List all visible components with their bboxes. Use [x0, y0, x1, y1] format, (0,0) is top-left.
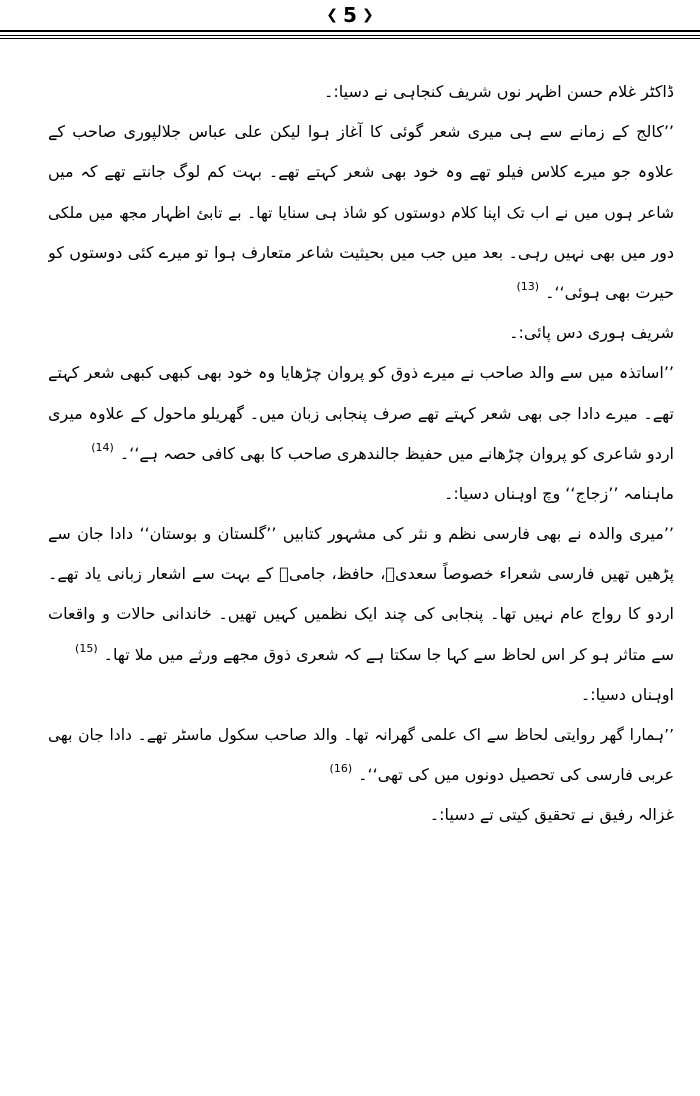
- text-line: دور میں بھی نہیں رہی۔ بعد میں جب میں بحیثیت شاعر متعارف ہوا تو میرے کئی دوستوں کو: [48, 242, 674, 262]
- text-line: اردو شاعری کو پروان چڑھانے میں حفیظ جالندھری صاحب کا بھی کافی حصہ ہے‘‘۔$^{(14)}$: [91, 440, 674, 463]
- text-line: حیرت بھی ہوئی‘‘۔$^{(13)}$: [516, 279, 674, 302]
- text-line: ’’میری والدہ نے بھی فارسی نظم و نثر کی مشہور کتابیں ’’گلستان و بوستان‘‘ دادا جان سے: [48, 524, 674, 544]
- text-line: ’’ہمارا گھر روایتی لحاظ سے اک علمی گھرانہ تھا۔ والد صاحب سکول ماسٹر تھے۔ دادا جان بھی: [48, 726, 674, 744]
- header-rule-thin: [0, 35, 700, 36]
- footnote-marker: (16): [329, 762, 353, 776]
- text-line: پڑھیں تھیں فارسی شعراء خصوصاً سعدیؒ، حافظ، جامیؒ کے بہت سے اشعار زبانی یاد تھے۔: [48, 564, 674, 584]
- page-number: 5: [343, 3, 357, 27]
- header-rule-thin-2: [0, 38, 700, 39]
- header-rule-thick: [0, 30, 700, 32]
- left-ornament-icon: ❮: [326, 7, 339, 23]
- text-line: علاوہ جو میرے کلاس فیلو تھے وہ خود بھی شعر کہتے تھے۔ بہت کم لوگ جانتے تھے کہ میں: [48, 162, 674, 182]
- text-line: ڈاکٹر غلام حسن اظہر نوں شریف کنجاہی نے دسیا:۔: [324, 82, 674, 101]
- text-line: اوہناں دسیا:۔: [580, 684, 674, 704]
- text-line: تھے۔ میرے دادا جی بھی شعر کہتے تھے صرف پنجابی زبان میں۔ گھریلو ماحول کے علاوہ میری: [48, 403, 674, 423]
- text-line: شاعر ہوں میں نے اب تک اپنا کلام دوستوں کو شاذ ہی سنایا تھا۔ بے تابئ اظہار مجھ میں ملکی: [48, 203, 674, 222]
- text-line: عربی فارسی کی تحصیل دونوں میں کی تھی‘‘۔$^{(16)}$: [329, 762, 674, 785]
- document-body: [48, 72, 674, 836]
- right-ornament-icon: ❯: [361, 7, 374, 23]
- text-line: ماہنامہ ’’زجاج‘‘ وچ اوہناں دسیا:۔: [443, 483, 674, 503]
- text-line: سے متاثر ہو کر اس لحاظ سے کہا جا سکتا ہے کہ شعری ذوق مجھے ورثے میں ملا تھا۔$^{(15)}$: [75, 641, 674, 664]
- text-line: شریف ہوری دس پائی:۔: [509, 323, 674, 343]
- text-line: ’’کالج کے زمانے سے ہی میری شعر گوئی کا آغاز ہوا لیکن علی عباس جلالپوری صاحب کے: [48, 122, 674, 142]
- page-header: [0, 0, 700, 40]
- footnote-marker: (14): [91, 440, 114, 454]
- text-line: اردو کا رواج عام نہیں تھا۔ پنجابی کی چند ایک نظمیں کہیں تھیں۔ خاندانی حالات و واقعات: [48, 604, 674, 624]
- text-line: غزالہ رفیق نے تحقیق کیتی تے دسیا:۔: [429, 805, 674, 825]
- page-number-ornament: [310, 2, 390, 28]
- text-line: ’’اساتذہ میں سے والد صاحب نے میرے ذوق کو پروان چڑھایا وہ خود بھی کبھی کبھی شعر کہتے: [48, 363, 674, 383]
- footnote-marker: (13): [516, 279, 540, 293]
- footnote-marker: (15): [75, 641, 98, 655]
